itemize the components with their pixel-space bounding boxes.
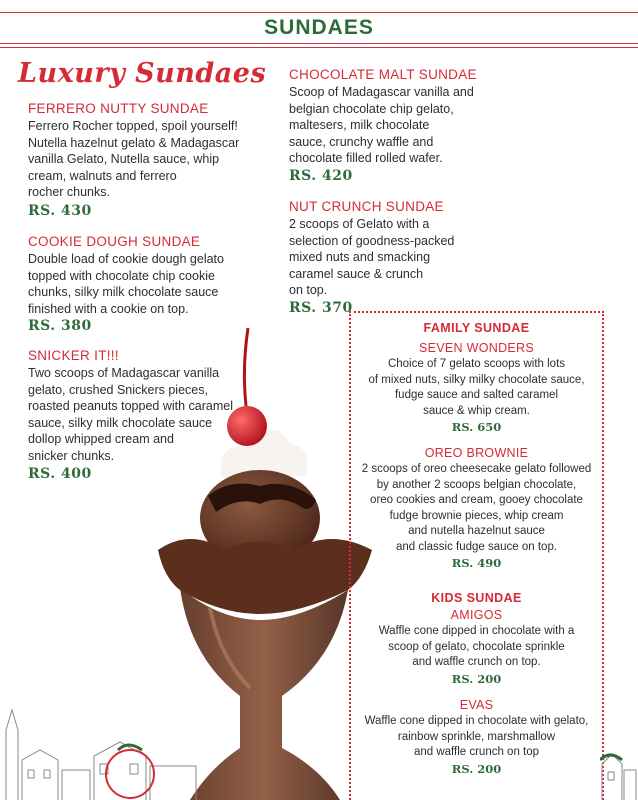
- item-name: NUT CRUNCH SUNDAE: [289, 199, 444, 214]
- item-name: SNICKER IT!!!: [28, 348, 119, 363]
- item-price: RS. 380: [28, 318, 92, 335]
- luxury-sundaes-heading: Luxury Sundaes: [18, 58, 267, 89]
- header-rule-bottom-2: [0, 47, 638, 48]
- item-price: RS. 430: [28, 202, 92, 219]
- item-price: RS. 370: [289, 299, 353, 316]
- item-name: COOKIE DOUGH SUNDAE: [28, 234, 201, 249]
- item-price: RS. 650: [451, 420, 502, 434]
- item-price: RS. 200: [451, 761, 502, 776]
- page-header: [0, 0, 638, 52]
- page-title: SUNDAES: [264, 16, 374, 39]
- family-sundae-heading: FAMILY SUNDAE: [423, 321, 530, 335]
- item-price: RS. 200: [451, 671, 502, 686]
- header-rule-top: [0, 12, 638, 13]
- item-name: CHOCOLATE MALT SUNDAE: [289, 67, 477, 82]
- menu-item-seven-wonders: [354, 340, 599, 435]
- item-name: FERRERO NUTTY SUNDAE: [28, 101, 209, 116]
- item-description: Waffle cone dipped in chocolate with a scoop of gelato, chocolate sprinkle and waffle crunch on top.: [378, 625, 575, 668]
- menu-item-cookie-dough: [28, 233, 268, 336]
- item-name: EVAS: [459, 698, 494, 712]
- item-description: 2 scoops of Gelato with a selection of goodness-packed mixed nuts and smacking caramel sauce & crunch on top.: [289, 217, 455, 298]
- menu-item-amigos: [354, 607, 599, 687]
- kids-sundae-heading: KIDS SUNDAE: [431, 591, 522, 605]
- menu-item-chocolate-malt: [289, 66, 529, 186]
- menu-item-ferrero-nutty: [28, 100, 268, 221]
- item-name: SEVEN WONDERS: [418, 341, 535, 355]
- item-description: Double load of cookie dough gelato topped with chocolate chip cookie chunks, silky milk chocolate sauce finished with a cookie on top.: [28, 252, 224, 316]
- item-description: Waffle cone dipped in chocolate with gelato, rainbow sprinkle, marshmallow and waffle crunch on top: [364, 715, 589, 758]
- item-name: AMIGOS: [450, 608, 503, 622]
- menu-item-evas: [354, 697, 599, 777]
- cherry: [227, 406, 267, 446]
- city-skyline-illustration: [0, 690, 200, 800]
- item-price: RS. 400: [28, 465, 92, 482]
- city-skyline-right: [600, 740, 638, 800]
- menu-item-nut-crunch: [289, 198, 529, 318]
- cherry-stem: [244, 328, 248, 406]
- sundae-glass: [180, 588, 348, 800]
- item-description: Ferrero Rocher topped, spoil yourself! Nutella hazelnut gelato & Madagascar vanilla Gelato, Nutella sauce, whip cream, walnuts and ferrero rocher chunks.: [28, 119, 240, 200]
- item-price: RS. 420: [289, 167, 353, 184]
- item-price: RS. 490: [451, 556, 502, 570]
- item-description: 2 scoops of oreo cheesecake gelato followed by another 2 scoops belgian chocolate, oreo cookies and cream, gooey chocolate fudge brownie pieces, whip cream and nutella hazelnut sauce and classic fudge sauce on top.: [361, 463, 592, 553]
- item-description: Scoop of Madagascar vanilla and belgian chocolate chip gelato, maltesers, milk chocolate sauce, crunchy waffle and chocolate filled rolled wafer.: [289, 85, 474, 166]
- item-description: Choice of 7 gelato scoops with lots of mixed nuts, silky milky chocolate sauce, fudge sauce and salted caramel sauce & whip cream.: [368, 358, 585, 417]
- item-name: OREO BROWNIE: [424, 446, 529, 460]
- menu-item-oreo-brownie: [354, 445, 599, 571]
- item-description: Two scoops of Madagascar vanilla gelato, crushed Snickers pieces, roasted peanuts topped with caramel sauce, silky milk chocolate sauce dollop whipped cream and snicker chunks.: [28, 366, 233, 463]
- header-rule-bottom: [0, 43, 638, 44]
